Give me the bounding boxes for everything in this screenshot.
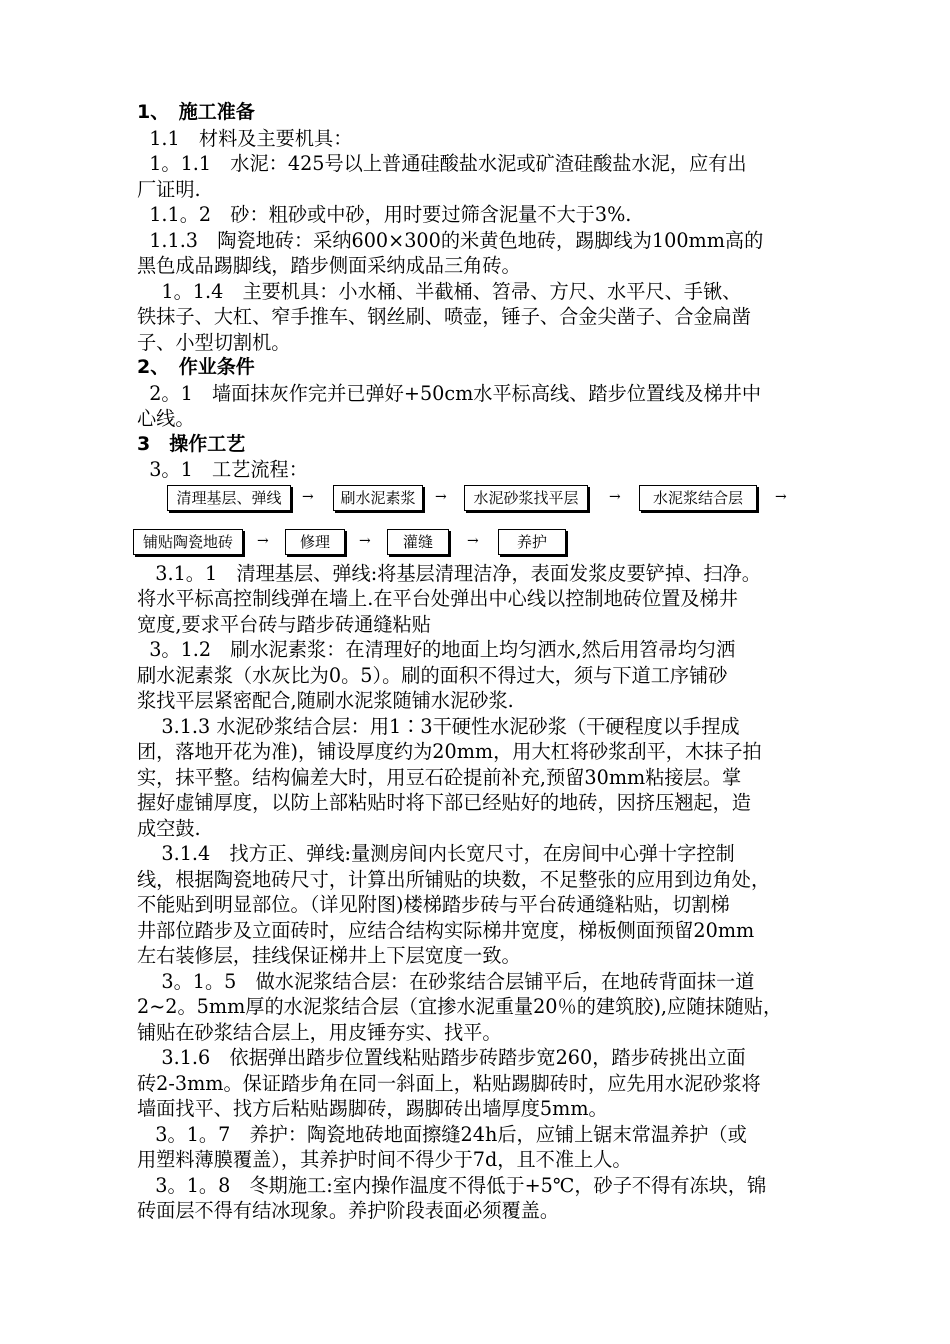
flow-arrow-1: → — [302, 488, 314, 505]
section-2-heading: 2、 作业条件 — [137, 356, 255, 378]
para-1-1: 1.1 材料及主要机具： — [137, 126, 353, 150]
para-3-1-8: 3。1。8 冬期施工:室内操作温度不得低于+5℃，砂子不得有冻块，锦 — [137, 1173, 767, 1197]
flow-arrow-5: → — [257, 532, 269, 549]
para-3-1-3-cont4: 成空鼓. — [137, 816, 201, 840]
flow-box-mortar-leveling: 水泥砂浆找平层 — [464, 485, 588, 511]
para-3-1-1-cont1: 将水平标高控制线弹在墙上.在平台处弹出中心线以控制地砖位置及梯井 — [137, 587, 738, 610]
para-1-1-4-cont2: 子、小型切割机。 — [137, 330, 291, 354]
flow-arrow-4: → — [775, 488, 787, 505]
para-3-1-7: 3。1。7 养护：陶瓷地砖地面擦缝24h后，应铺上锯末常温养护（或 — [137, 1122, 747, 1146]
para-3-1-2-cont2: 浆找平层紧密配合,随刷水泥浆随铺水泥砂浆. — [137, 689, 514, 712]
flow-box-repair: 修理 — [285, 529, 345, 555]
para-3-1-1: 3.1。1 清理基层、弹线:将基层清理洁净，表面发浆皮要铲掉、扫净。 — [137, 561, 761, 585]
flow-box-grouting: 灌缝 — [387, 529, 449, 555]
flow-box-cement-paste: 刷水泥素浆 — [333, 485, 423, 511]
flow-arrow-2: → — [435, 488, 447, 505]
para-1-1-1-cont: 厂证明. — [137, 177, 201, 201]
para-3-1-7-cont1: 用塑料薄膜覆盖），其养护时间不得少于7d，且不准上人。 — [137, 1148, 632, 1171]
para-3-1-2: 3。1.2 刷水泥素浆：在清理好的地面上均匀洒水,然后用笤帚均匀洒 — [137, 638, 736, 661]
para-1-1-3: 1.1.3 陶瓷地砖：采纳600×300的米黄色地砖，踢脚线为100mm高的 — [137, 228, 764, 252]
flow-box-curing: 养护 — [498, 529, 566, 555]
document-page — [137, 100, 863, 1224]
para-1-1-2: 1.1。2 砂：粗砂或中砂，用时要过筛含泥量不大于3%. — [137, 203, 632, 226]
para-1-1-4-cont1: 铁抹子、大杠、窄手推车、钢丝刷、喷壶，锤子、合金尖凿子、合金扁凿 — [137, 305, 751, 328]
para-3-1-3: 3.1.3 水泥砂浆结合层：用1∶3干硬性水泥砂浆（干硬程度以手捏成 — [137, 714, 740, 738]
para-3-1-3-cont2: 实，抹平整。结构偏差大时，用豆石砼提前补充,预留30mm粘接层。掌 — [137, 765, 742, 789]
para-3-1-3-cont1: 团，落地开花为准)，铺设厚度约为20mm，用大杠将砂浆刮平，木抹子拍 — [137, 740, 762, 763]
para-3-1-4: 3.1.4 找方正、弹线:量测房间内长宽尺寸，在房间中心弹十字控制 — [137, 842, 735, 865]
flow-arrow-7: → — [467, 532, 479, 549]
para-3-1-5-cont1: 2~2。5mm厚的水泥浆结合层（宜掺水泥重量20％的建筑胶),应随抹随贴， — [137, 995, 783, 1018]
para-2-1-cont: 心线。 — [137, 407, 195, 430]
para-3-1: 3。1 工艺流程： — [137, 458, 308, 481]
para-3-1-5: 3。1。5 做水泥浆结合层：在砂浆结合层铺平后，在地砖背面抹一道 — [137, 969, 755, 993]
process-flow-diagram — [137, 483, 863, 561]
para-3-1-4-cont3: 井部位踏步及立面砖时，应结合结构实际梯井宽度，梯板侧面预留20mm — [137, 918, 755, 942]
para-3-1-8-cont1: 砖面层不得有结冰现象。养护阶段表面必须覆盖。 — [137, 1199, 560, 1222]
para-1-1-4: 1。1.4 主要机具：小水桶、半截桶、笤帚、方尺、水平尺、手锹、 — [137, 279, 742, 303]
para-2-1: 2。1 墙面抹灰作完并已弹好+50cm水平标高线、踏步位置线及梯井中 — [137, 381, 762, 405]
para-3-1-6-cont2: 墙面找平、找方后粘贴踢脚砖，踢脚砖出墙厚度5mm。 — [137, 1097, 608, 1120]
para-3-1-6-cont1: 砖2-3mm。保证踏步角在同一斜面上，粘贴踢脚砖时，应先用水泥砂浆将 — [137, 1071, 761, 1095]
flow-box-lay-tiles: 铺贴陶瓷地砖 — [133, 529, 243, 555]
para-3-1-6: 3.1.6 依据弹出踏步位置线粘贴踏步砖踏步宽260，踏步砖挑出立面 — [137, 1046, 746, 1069]
flow-arrow-6: → — [359, 532, 371, 549]
flow-box-bonding-layer: 水泥浆结合层 — [639, 485, 757, 511]
para-3-1-2-cont1: 刷水泥素浆（水灰比为0。5）。刷的面积不得过大，须与下道工序铺砂 — [137, 663, 728, 687]
flow-box-clean-base: 清理基层、弹线 — [167, 485, 291, 511]
section-1-heading: 1、 施工准备 — [137, 101, 255, 123]
para-3-1-3-cont3: 握好虚铺厚度，以防上部粘贴时将下部已经贴好的地砖，因挤压翘起，造 — [137, 791, 751, 814]
para-1-1-1: 1。1.1 水泥：425号以上普通硅酸盐水泥或矿渣硅酸盐水泥，应有出 — [137, 152, 747, 175]
para-3-1-5-cont2: 铺贴在砂浆结合层上，用皮锤夯实、找平。 — [137, 1020, 502, 1044]
para-3-1-4-cont2: 不能贴到明显部位。（详见附图)楼梯踏步砖与平台砖通缝粘贴，切割梯 — [137, 893, 730, 916]
para-3-1-4-cont1: 线，根据陶瓷地砖尺寸，计算出所铺贴的块数，不足整张的应用到边角处， — [137, 867, 771, 891]
para-3-1-4-cont4: 左右装修层，挂线保证梯井上下层宽度一致。 — [137, 944, 521, 967]
para-3-1-1-cont2: 宽度,要求平台砖与踏步砖通缝粘贴 — [137, 612, 431, 636]
section-3-heading: 3 操作工艺 — [137, 432, 246, 455]
flow-arrow-3: → — [609, 488, 621, 505]
para-1-1-3-cont: 黑色成品踢脚线，踏步侧面采纳成品三角砖。 — [137, 254, 521, 277]
